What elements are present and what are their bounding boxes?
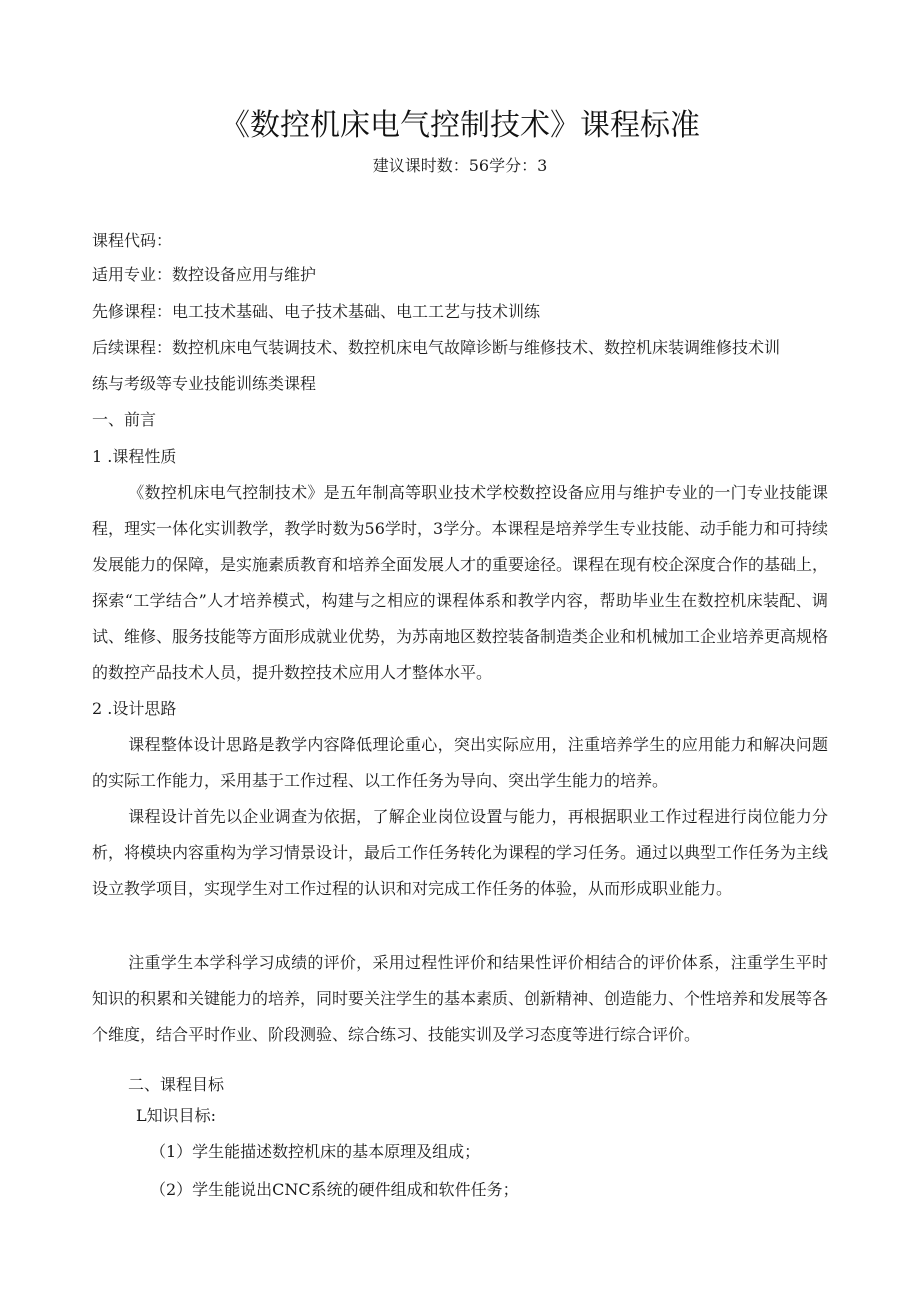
paragraph-design-1 [92,727,828,799]
document-title: 《数控机床电气控制技术》课程标准 [220,108,700,143]
list-item-goal-1: （1）学生能描述数控机床的基本原理及组成； [150,1142,481,1161]
subsection-design-idea: 2 .设计思路 [92,699,177,718]
paragraph-course-nature-text: 《数控机床电气控制技术》是五年制高等职业技术学校数控设备应用与维护专业的一门专业技能课程，理实一体化实训教学，教学时数为56学时，3学分。本课程是培养学生专业技能、动手能力和可持续发展能力的保障，是实施素质教育和培养全面发展人才的重要途径。课程在现有校企深度合作的基础上，探索“工学结合”人才培养模式，构建与之相应的课程体系和教学内容，帮助毕业生在数控机床装配、调试、维修、服务技能等方面形成就业优势，为苏南地区数控装备制造类企业和机械加工企业培养更高规格的数控产品技术人员，提升数控技术应用人才整体水平。 [92,483,829,682]
paragraph-evaluation [92,945,828,1053]
prereq-line: 先修课程：电工技术基础、电子技术基础、电工工艺与技术训练 [92,302,541,321]
major-line: 适用专业：数控设备应用与维护 [92,265,317,284]
section-heading-objectives: 二、课程目标 [128,1075,225,1094]
followup-line-2: 练与考级等专业技能训练类课程 [92,374,317,393]
section-heading-preface: 一、前言 [92,410,157,429]
paragraph-design-2 [92,799,828,907]
paragraph-course-nature [92,475,828,691]
document-subtitle: 建议课时数：56学分：3 [372,156,548,175]
subsection-knowledge-goals: L知识目标: [136,1106,217,1125]
subsection-course-nature: 1 .课程性质 [92,447,177,466]
paragraph-design-1-text: 课程整体设计思路是教学内容降低理论重心，突出实际应用，注重培养学生的应用能力和解决问题的实际工作能力，采用基于工作过程、以工作任务为导向、突出学生能力的培养。 [92,735,828,790]
paragraph-evaluation-text: 注重学生本学科学习成绩的评价，采用过程性评价和结果性评价相结合的评价体系，注重学生平时知识的积累和关键能力的培养，同时要关注学生的基本素质、创新精神、创造能力、个性培养和发展等各个维度，结合平时作业、阶段测验、综合练习、技能实训及学习态度等进行综合评价。 [92,953,829,1044]
course-code-line: 课程代码： [92,231,173,250]
followup-line-1: 后续课程：数控机床电气装调技术、数控机床电气故障诊断与维修技术、数控机床装调维修技术训 [92,338,781,357]
list-item-goal-2: （2）学生能说出CNC系统的硬件组成和软件任务； [150,1180,519,1199]
paragraph-design-2-text: 课程设计首先以企业调查为依据，了解企业岗位设置与能力，再根据职业工作过程进行岗位能力分析，将模块内容重构为学习情景设计，最后工作任务转化为课程的学习任务。通过以典型工作任务为主线设立教学项目，实现学生对工作过程的认识和对完成工作任务的体验，从而形成职业能力。 [92,807,829,898]
